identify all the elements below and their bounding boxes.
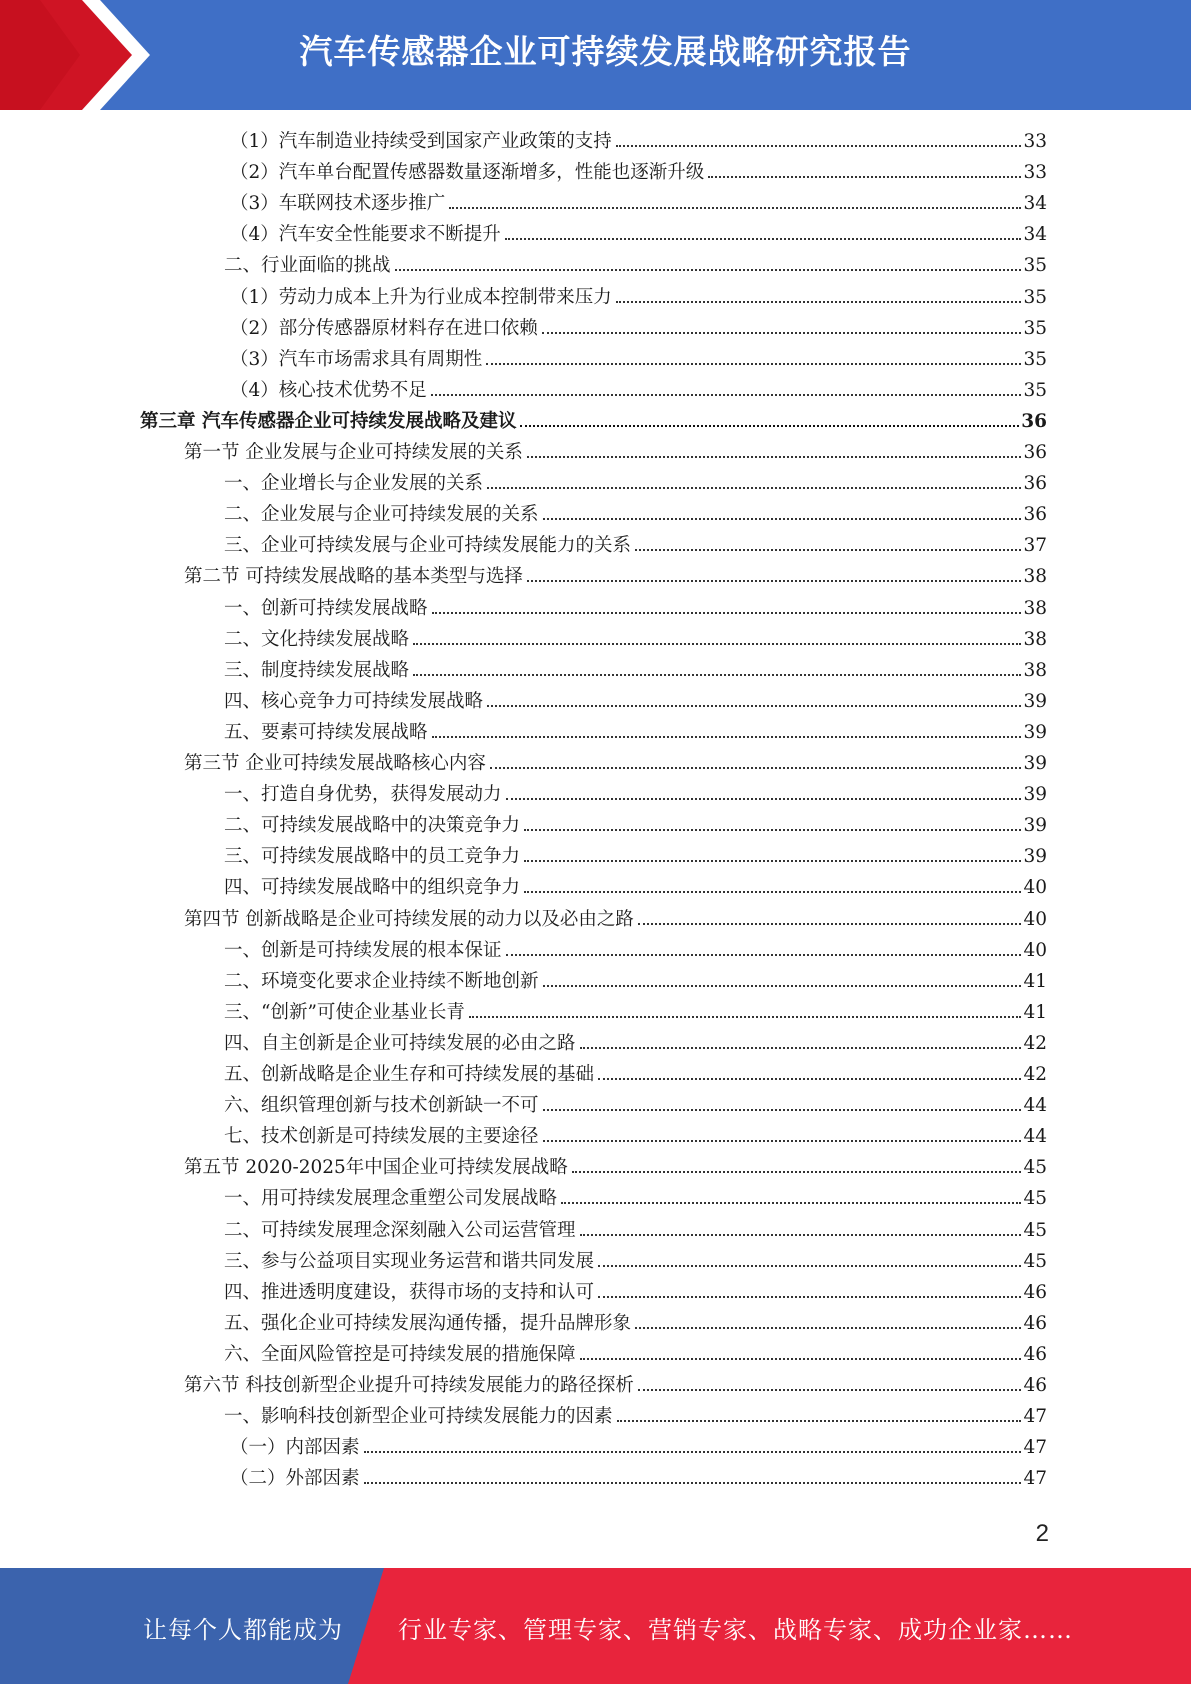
toc-page-number: 36 (1023, 504, 1047, 526)
toc-subsection-entry[interactable] (224, 1183, 1047, 1214)
toc-dot-leader (543, 517, 1022, 520)
toc-subsection-entry[interactable] (224, 1090, 1047, 1121)
toc-entry-title: 二、环境变化要求企业持续不断地创新 (224, 970, 539, 992)
toc-dot-leader (469, 1015, 1022, 1018)
toc-dot-leader (506, 797, 1022, 800)
toc-entry-title: 六、组织管理创新与技术创新缺一不可 (224, 1095, 539, 1117)
toc-entry-title: 第二节 可持续发展战略的基本类型与选择 (184, 566, 523, 588)
toc-page-number: 40 (1023, 939, 1047, 961)
toc-entry-title: 第三节 企业可持续发展战略核心内容 (184, 753, 486, 774)
toc-dot-leader (635, 548, 1021, 551)
toc-entry-title: 六、全面风险管控是可持续发展的措施保障 (224, 1343, 576, 1365)
toc-dot-leader (543, 1139, 1022, 1142)
toc-page-number: 34 (1023, 193, 1047, 215)
toc-subsection-entry[interactable] (224, 686, 1047, 717)
toc-subsection-entry[interactable] (224, 1059, 1047, 1090)
toc-dot-leader (520, 424, 1019, 427)
toc-page-number: 36 (1023, 473, 1047, 495)
toc-entry-title: 四、核心竞争力可持续发展战略 (224, 690, 484, 712)
toc-subsection-entry[interactable] (224, 717, 1047, 748)
toc-dot-leader (635, 1326, 1021, 1329)
toc-page-number: 40 (1023, 877, 1047, 899)
toc-entry-title: （3）汽车市场需求具有周期性 (230, 348, 483, 370)
toc-subsection-entry[interactable] (230, 313, 1047, 344)
toc-page-number: 39 (1023, 784, 1047, 806)
toc-entry-title: 二、文化持续发展战略 (224, 628, 410, 650)
toc-page-number: 42 (1023, 1064, 1047, 1085)
toc-subsection-entry[interactable] (224, 499, 1047, 530)
toc-dot-leader (364, 1481, 1022, 1484)
toc-entry-title: 二、行业面临的挑战 (224, 255, 391, 277)
toc-subsection-entry[interactable] (224, 468, 1047, 499)
toc-page-number: 45 (1023, 1157, 1047, 1179)
toc-entry-title: 一、影响科技创新型企业可持续发展能力的因素 (224, 1406, 613, 1428)
toc-dot-leader (638, 922, 1022, 925)
toc-page-number: 41 (1023, 1001, 1047, 1023)
toc-entry-title: （二）外部因素 (230, 1468, 360, 1490)
toc-dot-leader (543, 1108, 1022, 1111)
toc-subsection-entry[interactable] (224, 1215, 1047, 1246)
toc-entry-title: 一、打造自身优势，获得发展动力 (224, 784, 502, 806)
toc-page-number: 46 (1023, 1375, 1047, 1396)
toc-page-number: 35 (1023, 379, 1047, 401)
toc-dot-leader (413, 673, 1021, 676)
toc-page-number: 37 (1023, 535, 1047, 557)
toc-subsection-entry[interactable] (230, 1432, 1047, 1463)
toc-dot-leader (449, 206, 1021, 209)
toc-page-number: 38 (1023, 597, 1047, 619)
toc-entry-title: 第四节 创新战略是企业可持续发展的动力以及必由之路 (184, 908, 634, 930)
toc-subsection-entry[interactable] (224, 1339, 1047, 1370)
toc-page-number: 38 (1023, 628, 1047, 650)
toc-dot-leader (561, 1201, 1021, 1204)
toc-entry-title: （4）汽车安全性能要求不断提升 (230, 224, 501, 246)
toc-dot-leader (708, 175, 1021, 178)
toc-entry-title: （一）内部因素 (230, 1437, 360, 1459)
toc-dot-leader (598, 1077, 1021, 1080)
toc-entry-title: 一、创新是可持续发展的根本保证 (224, 939, 502, 961)
toc-entry-title: 二、可持续发展战略中的决策竞争力 (224, 815, 521, 837)
toc-subsection-entry[interactable] (224, 779, 1047, 810)
toc-page-number: 40 (1023, 908, 1047, 930)
toc-dot-leader (487, 486, 1021, 489)
toc-section-entry[interactable] (184, 748, 1047, 779)
toc-page-number: 36 (1021, 410, 1047, 432)
toc-subsection-entry[interactable] (224, 997, 1047, 1028)
toc-dot-leader (486, 362, 1021, 365)
toc-page-number: 38 (1023, 659, 1047, 681)
toc-subsection-entry[interactable] (224, 1028, 1047, 1059)
toc-page-number: 46 (1023, 1281, 1047, 1303)
toc-page-number: 44 (1023, 1095, 1047, 1117)
toc-entry-title: （1）劳动力成本上升为行业成本控制带来压力 (230, 286, 612, 308)
toc-dot-leader (505, 237, 1022, 240)
toc-section-entry[interactable] (184, 561, 1047, 592)
footer-slogan-right: 行业专家、管理专家、营销专家、战略专家、成功企业家…… (398, 1616, 1073, 1644)
toc-subsection-entry[interactable] (224, 810, 1047, 841)
toc-subsection-entry[interactable] (224, 530, 1047, 561)
toc-page-number: 33 (1023, 162, 1047, 184)
toc-dot-leader (527, 455, 1022, 458)
toc-entry-title: （2）部分传感器原材料存在进口依赖 (230, 317, 538, 339)
footer-slogan-left: 让每个人都能成为 (143, 1616, 343, 1644)
toc-page-number: 45 (1023, 1219, 1047, 1241)
toc-subsection-entry[interactable] (224, 624, 1047, 655)
toc-subsection-entry[interactable] (224, 1308, 1047, 1339)
toc-entry-title: （2）汽车单台配置传感器数量逐渐增多，性能也逐渐升级 (230, 162, 705, 184)
toc-dot-leader (580, 1233, 1022, 1236)
toc-page-number: 47 (1023, 1468, 1047, 1490)
toc-dot-leader (638, 1388, 1022, 1391)
toc-dot-leader (598, 1295, 1021, 1298)
toc-dot-leader (413, 642, 1021, 645)
toc-dot-leader (580, 1046, 1022, 1049)
toc-entry-title: 七、技术创新是可持续发展的主要途径 (224, 1126, 539, 1148)
toc-entry-title: 五、创新战略是企业生存和可持续发展的基础 (224, 1064, 595, 1085)
toc-subsection-entry[interactable] (224, 1401, 1047, 1432)
toc-dot-leader (490, 766, 1022, 769)
toc-entry-title: （4）核心技术优势不足 (230, 379, 427, 401)
toc-page-number: 42 (1023, 1032, 1047, 1054)
toc-entry-title: 三、制度持续发展战略 (224, 659, 410, 681)
toc-subsection-entry[interactable] (230, 126, 1047, 157)
toc-dot-leader (364, 1450, 1022, 1453)
toc-entry-title: 二、企业发展与企业可持续发展的关系 (224, 504, 539, 526)
toc-subsection-entry[interactable] (224, 841, 1047, 872)
toc-subsection-entry[interactable] (224, 935, 1047, 966)
toc-page-number: 46 (1023, 1312, 1047, 1334)
toc-entry-title: 五、强化企业可持续发展沟通传播，提升品牌形象 (224, 1312, 632, 1334)
toc-subsection-entry[interactable] (224, 966, 1047, 997)
toc-dot-leader (524, 890, 1021, 893)
toc-subsection-entry[interactable] (224, 593, 1047, 624)
toc-subsection-entry[interactable] (224, 1277, 1047, 1308)
toc-entry-title: 四、推进透明度建设，获得市场的支持和认可 (224, 1281, 595, 1303)
toc-page-number: 47 (1023, 1437, 1047, 1459)
toc-page-number: 35 (1023, 286, 1047, 308)
toc-entry-title: 三、企业可持续发展与企业可持续发展能力的关系 (224, 535, 632, 557)
toc-dot-leader (572, 1170, 1022, 1173)
toc-page-number: 45 (1023, 1250, 1047, 1272)
toc-page-number: 46 (1023, 1343, 1047, 1365)
toc-subsection-entry[interactable] (230, 375, 1047, 406)
toc-entry-title: （3）车联网技术逐步推广 (230, 193, 446, 215)
toc-section-entry[interactable] (184, 1370, 1047, 1401)
toc-section-entry[interactable] (184, 904, 1047, 935)
toc-entry-title: 三、“创新”可使企业基业长青 (224, 1001, 465, 1023)
toc-entry-title: 四、自主创新是企业可持续发展的必由之路 (224, 1032, 576, 1054)
toc-entry-title: 五、要素可持续发展战略 (224, 721, 428, 743)
toc-subsection-entry[interactable] (230, 344, 1047, 375)
toc-entry-title: （1）汽车制造业持续受到国家产业政策的支持 (230, 131, 612, 152)
toc-subsection-entry[interactable] (230, 219, 1047, 250)
toc-entry-title: 三、参与公益项目实现业务运营和谐共同发展 (224, 1250, 595, 1272)
toc-dot-leader (616, 300, 1022, 303)
toc-chapter-entry[interactable] (140, 406, 1047, 437)
toc-dot-leader (395, 268, 1022, 271)
toc-dot-leader (617, 1419, 1022, 1422)
toc-page-number: 39 (1023, 721, 1047, 743)
toc-entry-title: 第六节 科技创新型企业提升可持续发展能力的路径探析 (184, 1375, 634, 1396)
toc-subsection-entry[interactable] (224, 1246, 1047, 1277)
toc-subsection-entry[interactable] (224, 250, 1047, 281)
toc-page-number: 44 (1023, 1126, 1047, 1148)
toc-dot-leader (431, 393, 1022, 396)
toc-entry-title: 第三章 汽车传感器企业可持续发展战略及建议 (140, 410, 517, 432)
toc-page-number: 38 (1023, 566, 1047, 588)
toc-entry-title: 四、可持续发展战略中的组织竞争力 (224, 877, 521, 899)
toc-entry-title: 一、用可持续发展理念重塑公司发展战略 (224, 1188, 558, 1210)
toc-dot-leader (524, 859, 1021, 862)
toc-page-number: 35 (1023, 348, 1047, 370)
toc-page-number: 39 (1023, 815, 1047, 837)
toc-page-number: 36 (1023, 442, 1047, 463)
toc-page-number: 35 (1023, 255, 1047, 277)
toc-page-number: 34 (1023, 224, 1047, 246)
toc-dot-leader (542, 331, 1022, 334)
toc-subsection-entry[interactable] (224, 1121, 1047, 1152)
toc-section-entry[interactable] (184, 1152, 1047, 1183)
toc-subsection-entry[interactable] (224, 655, 1047, 686)
page-number: 2 (1035, 1520, 1049, 1547)
toc-dot-leader (616, 144, 1022, 147)
toc-dot-leader (543, 984, 1022, 987)
toc-entry-title: 三、可持续发展战略中的员工竞争力 (224, 846, 521, 868)
toc-dot-leader (506, 953, 1022, 956)
toc-dot-leader (432, 611, 1022, 614)
toc-entry-title: 一、企业增长与企业发展的关系 (224, 473, 484, 495)
toc-dot-leader (487, 704, 1021, 707)
toc-dot-leader (580, 1357, 1022, 1360)
toc-entry-title: 第一节 企业发展与企业可持续发展的关系 (184, 442, 523, 463)
toc-page-number: 39 (1023, 690, 1047, 712)
toc-dot-leader (524, 828, 1021, 831)
toc-subsection-entry[interactable] (230, 1463, 1047, 1494)
report-title: 汽车传感器企业可持续发展战略研究报告 (299, 32, 912, 71)
toc-dot-leader (598, 1264, 1021, 1267)
report-header (0, 0, 1191, 110)
toc-page-number: 39 (1023, 753, 1047, 774)
toc-page-number: 39 (1023, 846, 1047, 868)
toc-dot-leader (527, 579, 1022, 582)
toc-entry-title: 一、创新可持续发展战略 (224, 597, 428, 619)
toc-page-number: 35 (1023, 317, 1047, 339)
toc-subsection-entry[interactable] (230, 157, 1047, 188)
toc-subsection-entry[interactable] (224, 872, 1047, 903)
toc-page-number: 47 (1023, 1406, 1047, 1428)
toc-section-entry[interactable] (184, 437, 1047, 468)
toc-page-number: 45 (1023, 1188, 1047, 1210)
toc-dot-leader (432, 735, 1022, 738)
toc-page-number: 33 (1023, 131, 1047, 152)
toc-entry-title: 二、可持续发展理念深刻融入公司运营管理 (224, 1219, 576, 1241)
toc-page-number: 41 (1023, 970, 1047, 992)
toc-subsection-entry[interactable] (230, 282, 1047, 313)
toc-subsection-entry[interactable] (230, 188, 1047, 219)
toc-entry-title: 第五节 2020-2025年中国企业可持续发展战略 (184, 1157, 568, 1179)
footer-banner (0, 1568, 1191, 1684)
